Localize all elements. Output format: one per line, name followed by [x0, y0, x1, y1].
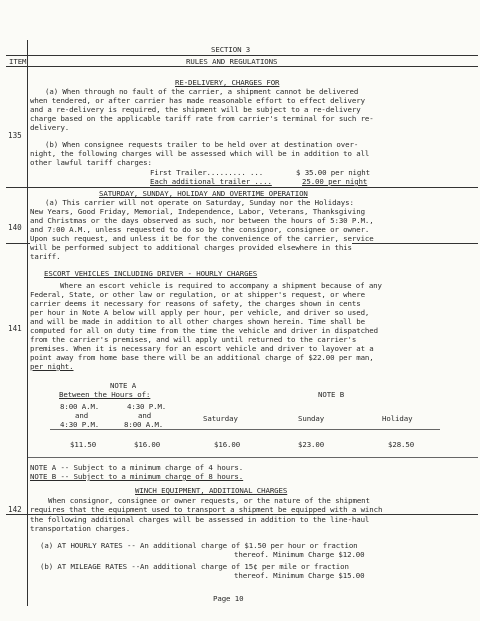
para-140-line4: and 7:00 A.M., unless requested to do so by the consignor, consignee or owner. — [30, 225, 370, 234]
para-141-line5: and will be made in addition to all other charges shown herein. Time shall be — [30, 317, 365, 326]
time-col2-and: and — [138, 411, 152, 420]
para-141-line10: per night. — [30, 362, 74, 371]
rate-holiday: $28.50 — [388, 440, 415, 449]
table-footer-rule — [28, 457, 478, 458]
first-trailer-label: First Trailer......... ... — [150, 168, 264, 177]
item-number-140: 140 — [8, 223, 22, 232]
para-135a-line2: when tendered, or after carrier has made reasonable effort to effect delivery — [30, 96, 365, 105]
rules-column-header: RULES AND REGULATIONS — [186, 57, 278, 66]
heading-saturday-sunday: SATURDAY, SUNDAY, HOLIDAY AND OVERTIME OPERATION — [99, 189, 308, 198]
item-number-142: 142 — [8, 505, 22, 514]
item-column-divider — [27, 40, 28, 606]
para-141-line4: per hour in Note A below will apply per hour, per vehicle, and driver so used, — [30, 308, 370, 317]
time-col1-and: and — [75, 411, 89, 420]
top-rule — [6, 55, 478, 56]
item-column-header: ITEM — [9, 57, 27, 66]
note-a-label: NOTE A — [110, 381, 137, 390]
para-141-line8: premises. When it is necessary for an escort vehicle and driver to layover at a — [30, 344, 374, 353]
time-col2-end: 8:00 A.M. — [124, 420, 164, 429]
para-142b-line2: thereof. Minimum Charge $15.00 — [234, 571, 365, 580]
para-142-line1: When consignor, consignee or owner requests, or the nature of the shipment — [48, 496, 370, 505]
holiday-header: Holiday — [382, 414, 413, 423]
para-141-line2: Federal, State, or other law or regulation, or at shipper's request, or where — [30, 290, 365, 299]
each-trailer-label: Each additional trailer .... — [150, 177, 272, 186]
section-140-rule — [6, 187, 478, 188]
para-142-line3: the following additional charges will be assessed in addition to the line-haul — [30, 515, 370, 524]
heading-winch-equipment: WINCH EQUIPMENT, ADDITIONAL CHARGES — [135, 486, 288, 495]
para-140-line1: (a) This carrier will not operate on Saturday, Sunday nor the Holidays: — [45, 198, 354, 207]
note-a-footnote: NOTE A -- Subject to a minimum charge of 4 hours. — [30, 463, 244, 472]
para-140-line3: and Christmas or the days observed as such, nor between the hours of 5:30 P.M., — [30, 216, 374, 225]
each-trailer-amount: 25.00 per night — [302, 177, 368, 186]
item-number-135: 135 — [8, 131, 22, 140]
para-140-line5: Upon such request, and unless it be for the convenience of the carrier, service — [30, 234, 374, 243]
para-135b-line3: other lawful tariff charges: — [30, 158, 152, 167]
first-trailer-amount: $ 35.00 per night — [296, 168, 370, 177]
note-b-label: NOTE B — [318, 390, 345, 399]
para-135a-line5: delivery. — [30, 123, 70, 132]
header-rule — [6, 66, 478, 67]
para-135a-line1: (a) When through no fault of the carrier, a shipment cannot be delivered — [45, 87, 359, 96]
para-142a-line1: (a) AT HOURLY RATES -- An additional charge of $1.50 per hour or fraction — [40, 541, 358, 550]
para-141-line1: Where an escort vehicle is required to accompany a shipment because of any — [60, 281, 382, 290]
para-135b-line2: night, the following charges will be assessed which will be in addition to all — [30, 149, 370, 158]
para-142-line4: transportation charges. — [30, 524, 131, 533]
page-number: Page 10 — [213, 594, 244, 603]
rate-saturday: $16.00 — [214, 440, 241, 449]
para-140-line7: tariff. — [30, 252, 61, 261]
para-141-line6: computed for all on duty time from the time the vehicle and driver in dispatched — [30, 326, 378, 335]
para-141-line9: point away from home base there will be an additional charge of $22.00 per man, — [30, 353, 374, 362]
saturday-header: Saturday — [203, 414, 238, 423]
para-135b-line1: (b) When consignee requests trailer to be held over at destination over- — [45, 140, 359, 149]
para-141-line7: from the carrier's premises, and will apply until returned to the carrier's — [30, 335, 357, 344]
rate-weekday-night: $16.00 — [134, 440, 161, 449]
para-142-line2: requires that the equipment used to transport a shipment be equipped with a winch — [30, 505, 383, 514]
heading-escort-vehicles: ESCORT VEHICLES INCLUDING DRIVER - HOURLY CHARGES — [44, 269, 258, 278]
para-135a-line3: and a re-delivery is required, the shipment will be subject to a re-delivery — [30, 105, 361, 114]
para-142a-line2: thereof. Minimum Charge $12.00 — [234, 550, 365, 559]
note-b-footnote: NOTE B -- Subject to a minimum charge of 8 hours. — [30, 472, 244, 481]
para-135a-line4: charge based on the applicable tariff rate from carrier's terminal for such re- — [30, 114, 374, 123]
rate-weekday-day: $11.50 — [70, 440, 97, 449]
para-140-line2: New Years, Good Friday, Memorial, Independence, Labor, Veterans, Thanksgiving — [30, 207, 365, 216]
time-col1-end: 4:30 P.M. — [60, 420, 100, 429]
para-140-line6: will be performed subject to additional charges provided elsewhere in this — [30, 243, 352, 252]
para-142b-line1: (b) AT MILEAGE RATES --An additional charge of 15¢ per mile or fraction — [40, 562, 349, 571]
sunday-header: Sunday — [298, 414, 325, 423]
rate-sunday: $23.00 — [298, 440, 325, 449]
time-col2-start: 4:30 P.M. — [127, 402, 167, 411]
item-number-141: 141 — [8, 324, 22, 333]
section-title: SECTION 3 — [211, 45, 251, 54]
para-141-line3: carrier deems it necessary for reasons of safety, the charges shown in cents — [30, 299, 361, 308]
time-col1-start: 8:00 A.M. — [60, 402, 100, 411]
table-header-rule — [50, 429, 440, 430]
heading-redelivery: RE-DELIVERY, CHARGES FOR — [175, 78, 280, 87]
between-hours-label: Between the Hours of: — [59, 390, 151, 399]
